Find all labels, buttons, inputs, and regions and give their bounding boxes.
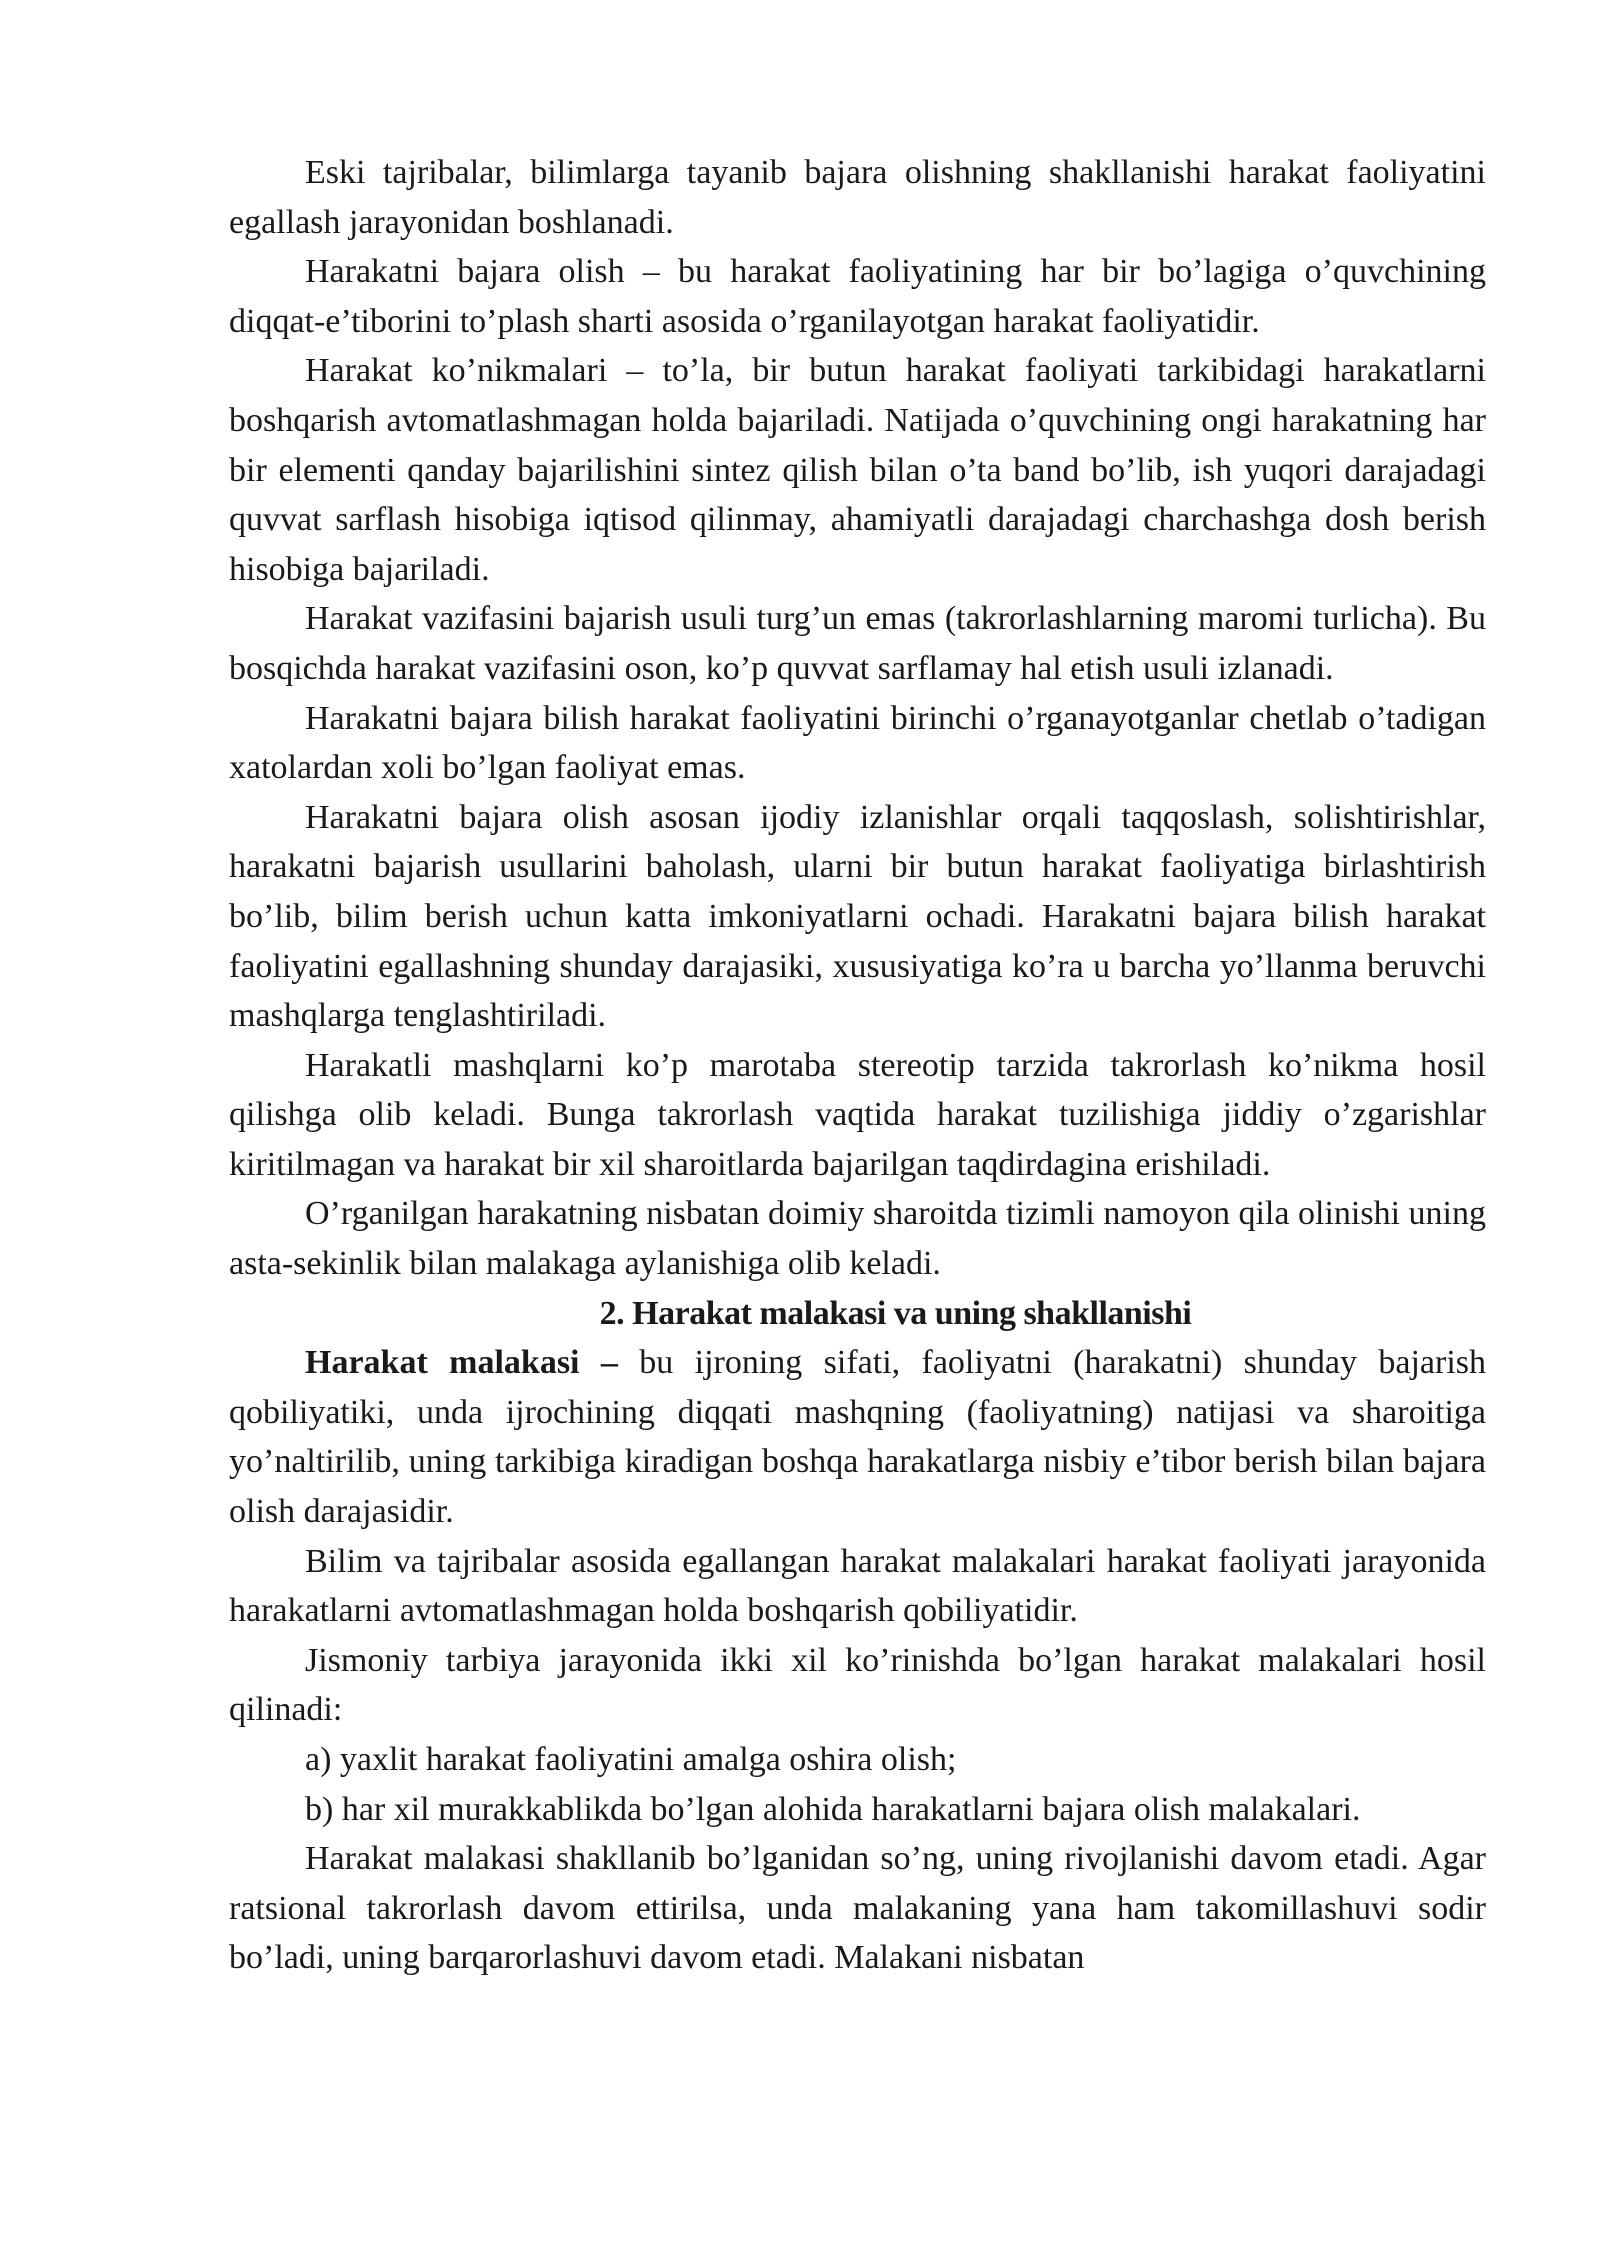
paragraph: Harakat ko’nikmalari – to’la, bir butun harakat faoliyati tarkibidagi harakatlarni boshqarish avtomatlashmagan holda bajariladi. Natijada o’quvchining ongi harakatning har bir elementi qanday bajarilishini sintez qilish bilan o’ta band bo’lib, ish yuqori darajadagi quvvat sarflash hisobiga iqtisod qilinmay, ahamiyatli darajadagi charchashga dosh berish hisobiga bajariladi. <box>229 352 1486 588</box>
section-heading: 2. Harakat malakasi va uning shakllanishi <box>599 1294 1192 1332</box>
paragraph: Bilim va tajribalar asosida egallangan harakat malakalari harakat faoliyati jarayonida harakatlarni avtomatlashmagan holda boshqarish qobiliyatidir. <box>229 1542 1486 1630</box>
paragraph: Jismoniy tarbiya jarayonida ikki xil ko’rinishda bo’lgan harakat malakalari hosil qilinadi: <box>229 1641 1486 1729</box>
paragraph: Harakat malakasi shakllanib bo’lganidan so’ng, uning rivojlanishi davom etadi. Agar ratsional takrorlash davom ettirilsa, unda malakaning yana ham takomillashuvi sodir bo’ladi, uning barqarorlashuvi davom etadi. Malakani nisbatan <box>229 1840 1486 1977</box>
paragraph: Harakatni bajara olish asosan ijodiy izlanishlar orqali taqqoslash, solishtirishlar, harakatni bajarish usullarini baholash, ularni bir butun harakat faoliyatiga birlashtirish bo’lib, bilim berish uchun katta imkoniyatlarni ochadi. Harakatni bajara bilish harakat faoliyatini egallashning shunday darajasiki, xususiyatiga ko’ra u barcha yo’llanma beruvchi mashqlarga tenglashtiriladi. <box>229 798 1486 1035</box>
list-item: a) yaxlit harakat faoliyatini amalga oshira olish; <box>305 1741 957 1778</box>
list-item: b) har xil murakkablikda bo’lgan alohida harakatlarni bajara olish malakalari. <box>305 1790 1361 1828</box>
paragraph: O’rganilgan harakatning nisbatan doimiy sharoitda tizimli namoyon qila olinishi uning asta-sekinlik bilan malakaga aylanishiga olib keladi. <box>229 1195 1486 1283</box>
definition-paragraph <box>229 1338 1486 1536</box>
paragraph: Harakatni bajara olish – bu harakat faoliyatining har bir bo’lagiga o’quvchining diqqat-e’tiborini to’plash sharti asosida o’rganilayotgan harakat faoliyatidir. <box>229 253 1486 340</box>
paragraph: Harakat vazifasini bajarish usuli turg’un emas (takrorlashlarning maromi turlicha). Bu bosqichda harakat vazifasini oson, ko’p quvvat sarflamay hal etish usuli izlanadi. <box>229 600 1486 687</box>
definition-term: Harakat malakasi – <box>305 1344 618 1382</box>
paragraph: Harakatni bajara bilish harakat faoliyatini birinchi o’rganayotganlar chetlab o’tadigan xatolardan xoli bo’lgan faoliyat emas. <box>229 699 1486 787</box>
document-page <box>229 148 1486 1983</box>
definition-text: bu ijroning sifati, faoliyatni (harakatni) shunday bajarish qobiliyatiki, unda ijrochining diqqati mashqning (faoliyatning) natijasi va sharoitiga yo’naltirilib, uning tarkibiga kiradigan boshqa harakatlarga nisbiy e’tibor berish bilan bajara olish darajasidir. <box>229 1344 1487 1531</box>
paragraph: Eski tajribalar, bilimlarga tayanib bajara olishning shakllanishi harakat faoliyatini egallash jarayonidan boshlanadi. <box>229 154 1486 241</box>
paragraph: Harakatli mashqlarni ko’p marotaba stereotip tarzida takrorlash ko’nikma hosil qilishga olib keladi. Bunga takrorlash vaqtida harakat tuzilishiga jiddiy o’zgarishlar kiritilmagan va harakat bir xil sharoitlarda bajarilgan taqdirdagina erishiladi. <box>229 1046 1486 1183</box>
